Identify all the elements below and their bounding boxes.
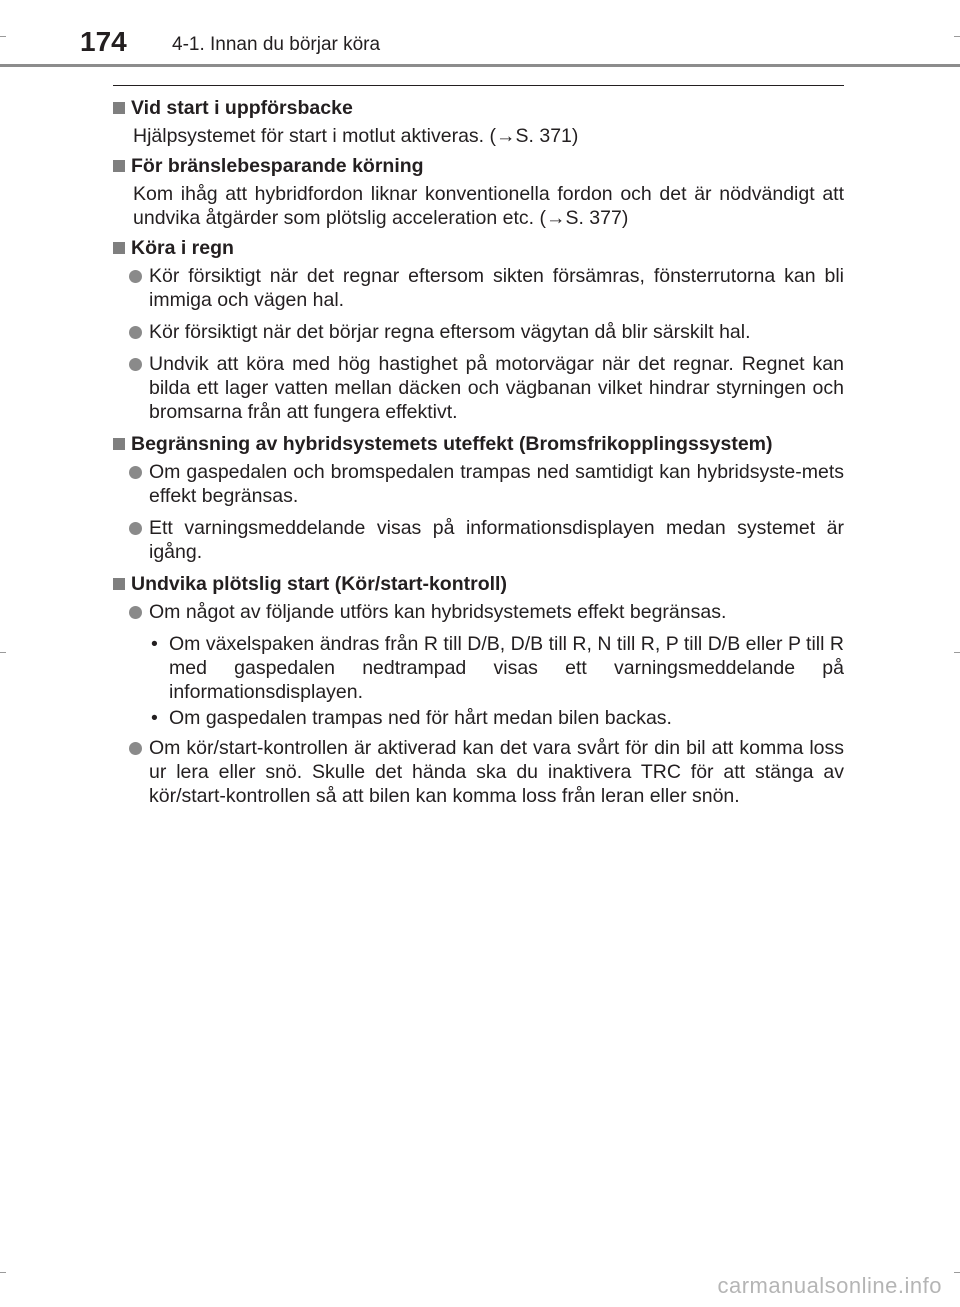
circle-bullet-icon [129,522,142,535]
section-heading [113,154,844,178]
header-divider [0,64,960,67]
circle-bullet-icon [129,358,142,371]
page-content [113,96,844,816]
square-bullet-icon [113,578,125,590]
list-item-text: Kör försiktigt när det börjar regna eftersom vägytan då blir särskilt hal. [149,321,751,343]
list-item-text: Undvik att köra med hög hastighet på motorvägar när det regnar. Regnet kan bilda ett lager vatten mellan däcken och vägbanan vilket hindrar styrningen och bromsarna från att fungera effektivt. [149,353,844,423]
sub-list-item-text: Om växelspaken ändras från R till D/B, D/B till R, N till R, P till D/B eller P till R med gaspedalen nedtrampad visas ett varningsmeddelande på informationsdisplayen. [169,633,844,703]
list-item-text: Om något av följande utförs kan hybridsystemets effekt begränsas. [149,601,727,623]
list-item-text: Kör försiktigt när det regnar eftersom sikten försämras, fönsterrutorna kan bli immiga och vägen hal. [149,265,844,311]
section-heading-text: Begränsning av hybridsystemets uteffekt (Bromsfrikopplingssystem) [131,433,773,455]
section-drive-start-control [113,572,844,808]
section-heading-text: Undvika plötslig start (Kör/start-kontroll) [131,573,507,595]
list-item [113,352,844,424]
section-paragraph: Kom ihåg att hybridfordon liknar konventionella fordon och det är nödvändigt att undvika åtgärder som plötslig acceleration etc. (→S. 377) [133,183,844,229]
watermark: carmanualsonline.info [717,1273,942,1298]
crop-mark-mid-right [954,652,960,653]
list-item [113,264,844,312]
small-bullet-icon: • [151,633,158,655]
circle-bullet-icon [129,466,142,479]
section-heading [113,432,844,456]
section-heading [113,96,844,120]
section-heading [113,236,844,260]
crop-mark-mid-left [0,652,6,653]
section-heading-text: Köra i regn [131,237,234,259]
square-bullet-icon [113,160,125,172]
section-uphill-start [113,96,844,148]
square-bullet-icon [113,438,125,450]
list-item-text: Ett varningsmeddelande visas på informationsdisplayen medan systemet är igång. [149,517,844,563]
section-hybrid-output-limit [113,432,844,564]
list-item [113,320,844,344]
crop-mark-top-left [0,36,6,37]
crop-mark-top-right [954,36,960,37]
small-bullet-icon: • [151,707,158,729]
page-header [0,0,960,70]
list-item [113,460,844,508]
list-item-text: Om gaspedalen och bromspedalen trampas ned samtidigt kan hybridsyste-mets effekt begränsas. [149,461,844,507]
content-divider [113,85,844,86]
list-item [113,736,844,808]
section-heading-text: Vid start i uppförsbacke [131,97,353,119]
crop-mark-bottom-right [954,1272,960,1273]
list-item [113,516,844,564]
circle-bullet-icon [129,606,142,619]
section-heading-text: För bränslebesparande körning [131,155,424,177]
list-item [113,600,844,624]
section-rain-driving [113,236,844,424]
sub-list-item [113,632,844,704]
page-number: 174 [80,26,127,57]
square-bullet-icon [113,102,125,114]
circle-bullet-icon [129,270,142,283]
sub-list-item [113,706,844,730]
section-paragraph: Hjälpsystemet för start i motlut aktiveras. (→S. 371) [133,125,579,147]
square-bullet-icon [113,242,125,254]
list-item-text: Om kör/start-kontrollen är aktiverad kan det vara svårt för din bil att komma loss ur lera eller snö. Skulle det hända ska du inaktivera TRC för att stänga av kör/start-kontrollen så att bilen kan komma loss från leran eller snön. [149,737,844,807]
circle-bullet-icon [129,326,142,339]
chapter-title: 4-1. Innan du börjar köra [172,34,381,55]
sub-list-item-text: Om gaspedalen trampas ned för hårt medan bilen backas. [169,707,672,729]
circle-bullet-icon [129,742,142,755]
section-heading [113,572,844,596]
section-fuel-saving [113,154,844,230]
crop-mark-bottom-left [0,1272,6,1273]
